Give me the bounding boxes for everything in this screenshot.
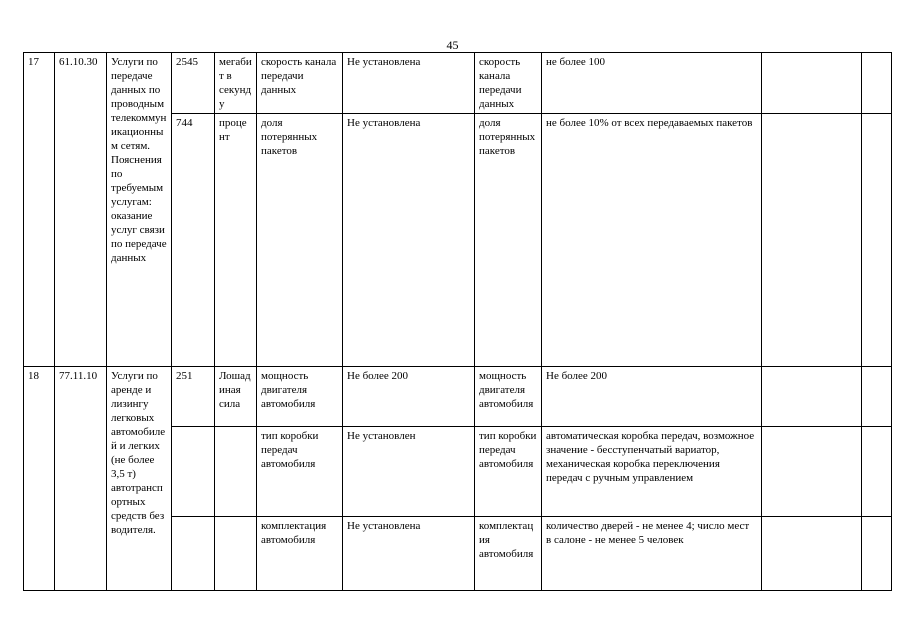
unit-code <box>172 517 215 591</box>
characteristic-value-2: автоматическая коробка передач, возможное значение - бесступенчатый вариатор, механическая коробка переключения передач с ручным управлением <box>542 427 762 517</box>
empty-cell <box>762 367 862 427</box>
empty-cell <box>762 114 862 367</box>
okpd-code: 61.10.30 <box>55 53 107 367</box>
table-row <box>24 53 892 114</box>
characteristic-value-2: количество дверей - не менее 4; число мест в салоне - не менее 5 человек <box>542 517 762 591</box>
unit-code: 251 <box>172 367 215 427</box>
characteristic-value-2: Не более 200 <box>542 367 762 427</box>
characteristic-name-2: комплектация автомобиля <box>475 517 542 591</box>
empty-cell <box>862 367 892 427</box>
row-number: 17 <box>24 53 55 367</box>
unit-code <box>172 427 215 517</box>
characteristic-name-2: скорость канала передачи данных <box>475 53 542 114</box>
page-number: 45 <box>446 38 459 52</box>
empty-cell <box>762 517 862 591</box>
characteristic-name-2: доля потерянных пакетов <box>475 114 542 367</box>
table-row <box>24 367 892 427</box>
characteristic-value-2: не более 100 <box>542 53 762 114</box>
characteristic-name: доля потерянных пакетов <box>257 114 343 367</box>
row-number: 18 <box>24 367 55 591</box>
empty-cell <box>862 427 892 517</box>
characteristic-name-2: тип коробки передач автомобиля <box>475 427 542 517</box>
characteristic-value: Не установлена <box>343 517 475 591</box>
item-name: Услуги по аренде и лизингу легковых автомобилей и легких (не более 3,5 т) автотранспортных средств без водителя. <box>107 367 172 591</box>
unit-code: 2545 <box>172 53 215 114</box>
characteristic-value: Не установлена <box>343 114 475 367</box>
specification-table <box>23 52 892 591</box>
unit-name: процент <box>215 114 257 367</box>
characteristic-name: комплектация автомобиля <box>257 517 343 591</box>
unit-name: мегабит в секунду <box>215 53 257 114</box>
item-name: Услуги по передаче данных по проводным телекоммуникационным сетям. Пояснения по требуемым услугам: оказание услуг связи по передаче данных <box>107 53 172 367</box>
unit-code: 744 <box>172 114 215 367</box>
empty-cell <box>862 114 892 367</box>
characteristic-value: Не установлен <box>343 427 475 517</box>
characteristic-name: мощность двигателя автомобиля <box>257 367 343 427</box>
empty-cell <box>762 53 862 114</box>
characteristic-name-2: мощность двигателя автомобиля <box>475 367 542 427</box>
characteristic-value: Не более 200 <box>343 367 475 427</box>
characteristic-value-2: не более 10% от всех передаваемых пакетов <box>542 114 762 367</box>
unit-name <box>215 427 257 517</box>
empty-cell <box>762 427 862 517</box>
characteristic-value: Не установлена <box>343 53 475 114</box>
unit-name <box>215 517 257 591</box>
characteristic-name: скорость канала передачи данных <box>257 53 343 114</box>
empty-cell <box>862 517 892 591</box>
empty-cell <box>862 53 892 114</box>
characteristic-name: тип коробки передач автомобиля <box>257 427 343 517</box>
okpd-code: 77.11.10 <box>55 367 107 591</box>
unit-name: Лошадиная сила <box>215 367 257 427</box>
